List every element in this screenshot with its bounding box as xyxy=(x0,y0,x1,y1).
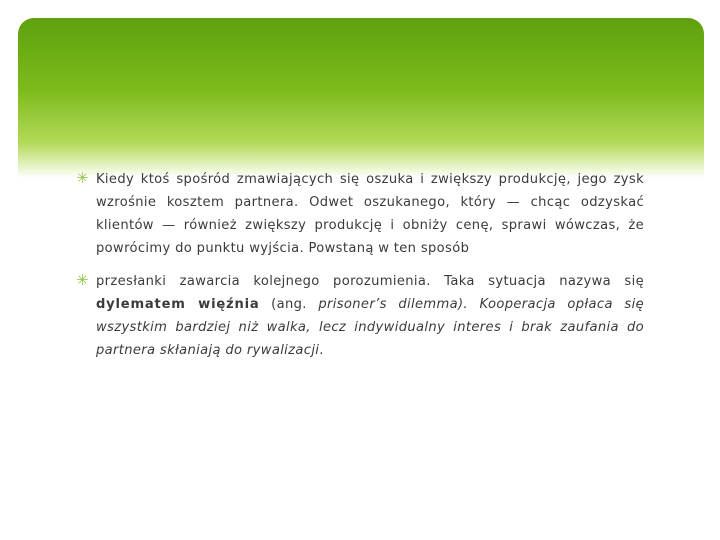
paragraph-2-part1: przesłanki zawarcia kolejnego porozumienia. Taka sytuacja nazywa się xyxy=(96,274,644,289)
content-area xyxy=(76,168,644,372)
paragraph-2-bold-term: dylematem więźnia xyxy=(96,297,260,312)
paragraph-2-end: . xyxy=(319,343,324,358)
asterisk-bullet-icon: ✳ xyxy=(76,271,89,289)
bullet-item-1 xyxy=(76,168,644,260)
title-banner xyxy=(18,18,704,178)
paragraph-2-part2: (ang. xyxy=(259,297,319,312)
paragraph-2 xyxy=(96,270,644,362)
bullet-item-2 xyxy=(76,270,644,362)
paragraph-2-italic: prisoner’s dilemma). Kooperacja opłaca się wszystkim bardziej niż walka, lecz indywidualny interes i brak zaufania do partnera skłaniają do rywalizacji xyxy=(96,297,644,358)
asterisk-bullet-icon: ✳ xyxy=(76,169,89,187)
paragraph-1: Kiedy ktoś spośród zmawiających się oszuka i zwiększy produkcję, jego zysk wzrośnie kosztem partnera. Odwet oszukanego, który — chcąc odzyskać klientów — również zwiększy produkcję i obniży cenę, sprawi wówczas, że powrócimy do punktu wyjścia. Powstaną w ten sposób xyxy=(96,172,644,256)
